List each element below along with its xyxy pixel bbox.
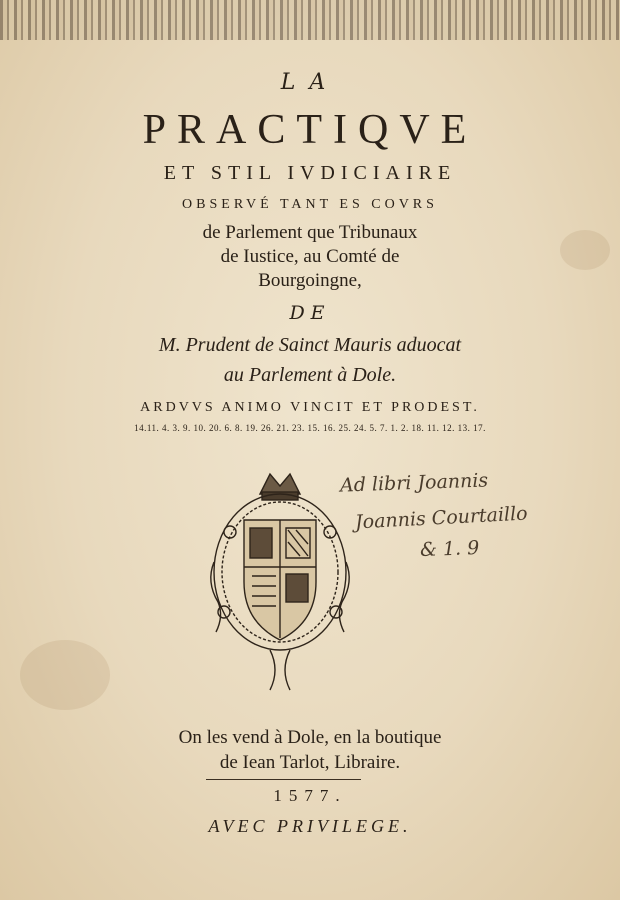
handwritten-inscription: Ad libri Joannis [339,469,489,497]
title-la: LA [280,70,340,95]
title-observe: OBSERVÉ TANT ES COVRS [182,197,438,212]
publication-year: 1577. [273,786,347,805]
imprint-line: On les vend à Dole, en la boutique [178,727,442,748]
coat-of-arms-icon [200,462,360,697]
title-practique: PRACTIQVE [142,107,478,153]
author-line: au Parlement à Dole. [223,364,397,386]
handwritten-inscription: & 1. 9 [419,536,480,562]
handwritten-inscription: Joannis Courtaillo [354,502,529,534]
imprint-line: de Iean Tarlot, Libraire. [219,752,401,773]
author-line: M. Prudent de Sainct Mauris aduocat [158,334,462,356]
title-de: DE [289,302,331,324]
page-stain [20,640,110,710]
motto: ARDVVS ANIMO VINCIT ET PRODEST. [140,400,480,415]
privilege-line: AVEC PRIVILEGE. [208,816,412,836]
body-line: Bourgoingne, [258,270,362,291]
body-line: de Parlement que Tribunaux [202,222,418,243]
top-ornament-border [0,0,620,40]
motto-numbers: 14.11. 4. 3. 9. 10. 20. 6. 8. 19. 26. 21. 23. 15. 16. 25. 24. 5. 7. 1. 2. 18. 11. 12. 13. 17. [134,423,486,433]
divider-rule [206,779,361,780]
body-line: de Iustice, au Comté de [220,246,400,267]
title-et-stil: ET STIL IVDICIAIRE [163,162,457,184]
